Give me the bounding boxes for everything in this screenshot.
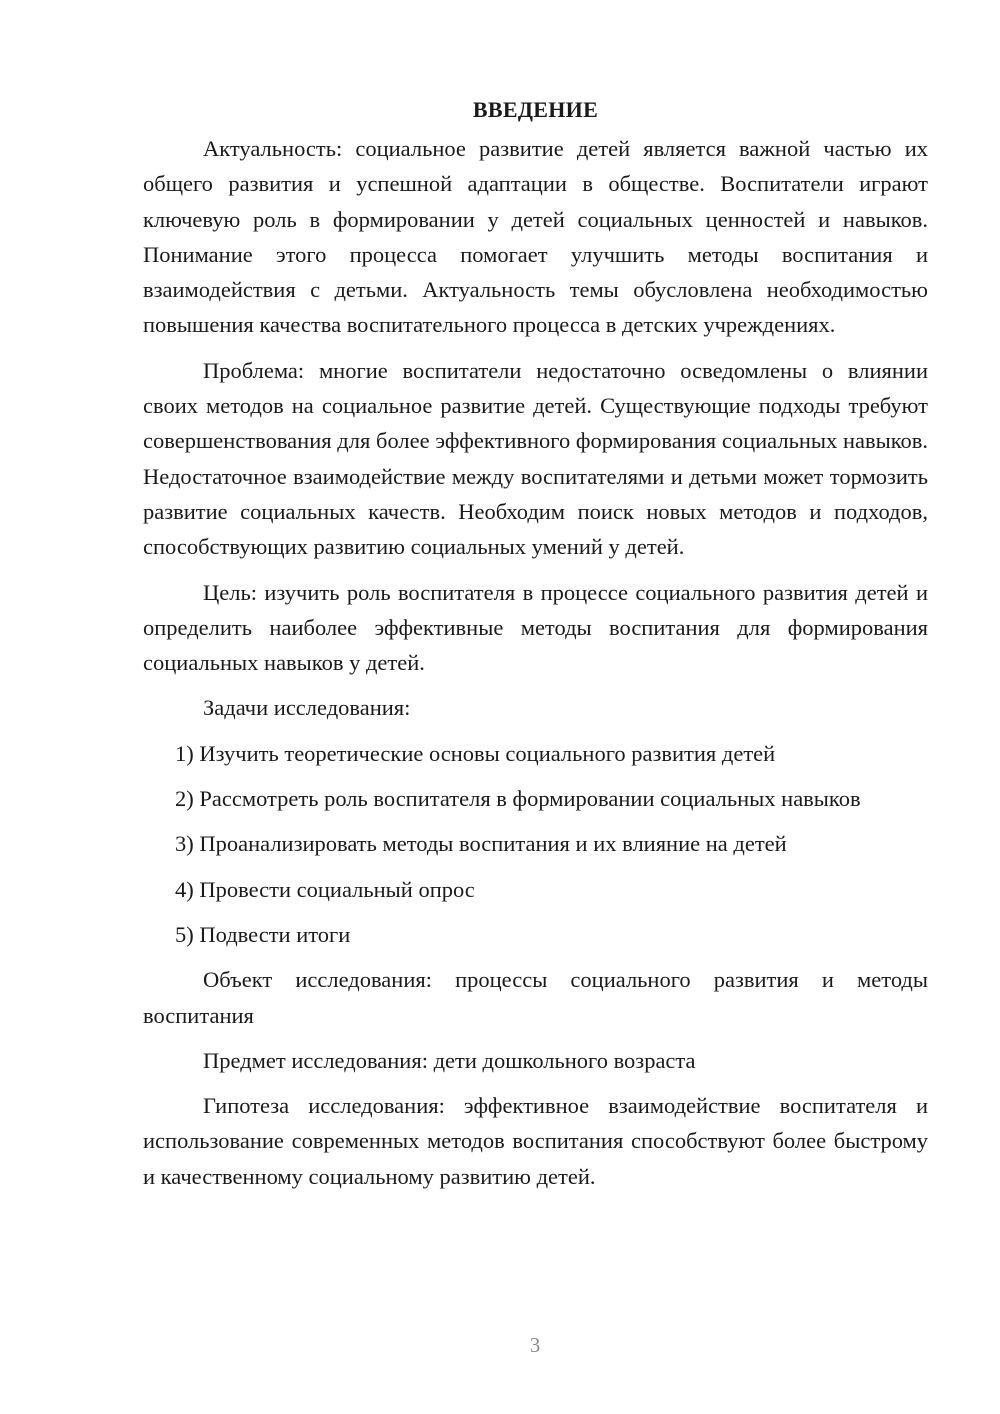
paragraph-problem: Проблема: многие воспитатели недостаточно осведомлены о влиянии своих методов на социальное развитие детей. Существующие подходы требуют совершенствования для более эффективного формирования социальных навыков. Недостаточное взаимодействие между воспитателями и детьми может тормозить развитие социальных качеств. Необходим поиск новых методов и подходов, способствующих развитию социальных умений у детей.	[143, 357, 928, 560]
list-item: 4) Провести социальный опрос	[175, 876, 475, 902]
list-item: 3) Проанализировать методы воспитания и их влияние на детей	[175, 831, 787, 857]
list-item: 1) Изучить теоретические основы социального развития детей	[175, 740, 776, 766]
paragraph-object: Объект исследования: процессы социального развития и методы воспитания	[143, 967, 928, 1028]
list-item: 5) Подвести итоги	[175, 921, 351, 947]
section-title: ВВЕДЕНИЕ	[472, 97, 599, 122]
tasks-heading: Задачи исследования:	[203, 695, 411, 721]
paragraph-subject: Предмет исследования: дети дошкольного возраста	[203, 1047, 696, 1073]
paragraph-goal: Цель: изучить роль воспитателя в процессе социального развития детей и определить наиболее эффективные методы воспитания для формирования социальных навыков у детей.	[143, 579, 928, 676]
paragraph-hypothesis: Гипотеза исследования: эффективное взаимодействие воспитателя и использование современных методов воспитания способствуют более быстрому и качественному социальному развитию детей.	[143, 1093, 928, 1189]
paragraph-relevance: Актуальность: социальное развитие детей является важной частью их общего развития и успешной адаптации в обществе. Воспитатели играют ключевую роль в формировании у детей социальных ценностей и навыков. Понимание этого процесса помогает улучшить методы воспитания и взаимодействия с детьми. Актуальность темы обусловлена необходимостью повышения качества воспитательного процесса в детских учреждениях.	[143, 136, 928, 338]
tasks-list	[143, 736, 928, 952]
document-page	[143, 92, 928, 1204]
list-item: 2) Рассмотреть роль воспитателя в формировании социальных навыков	[175, 786, 861, 812]
page-number: 3	[529, 1333, 541, 1357]
